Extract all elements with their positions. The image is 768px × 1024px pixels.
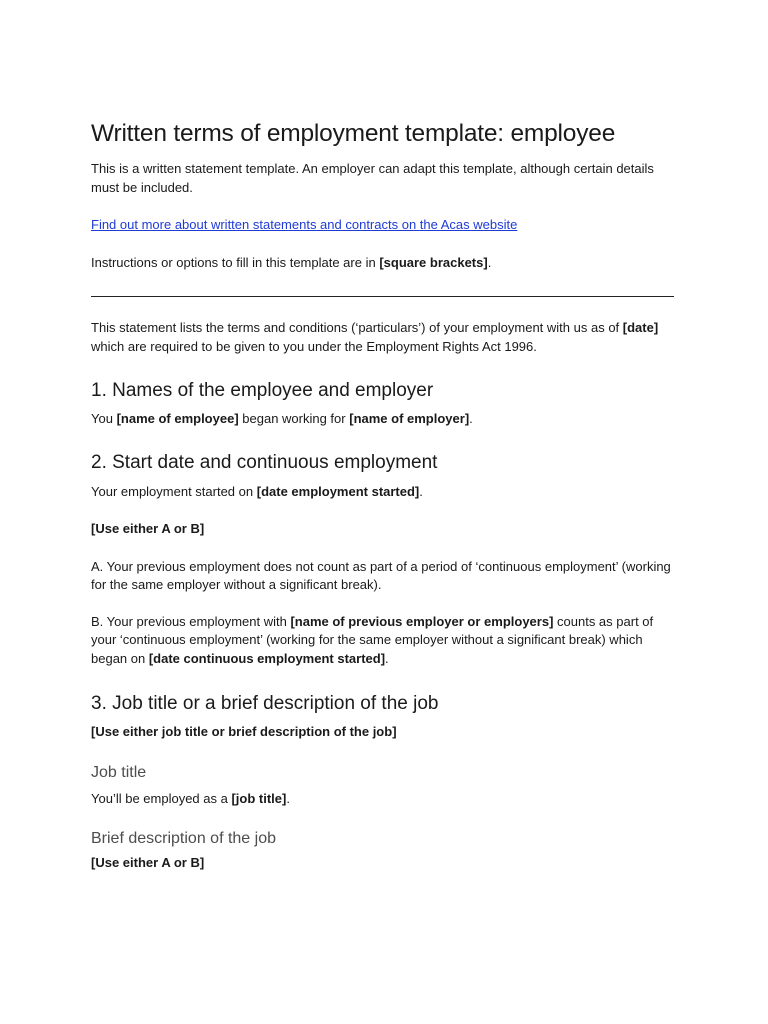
section2-choice <box>91 520 681 539</box>
brief-description-heading: Brief description of the job <box>91 830 276 847</box>
section1-text-3: . <box>469 411 473 426</box>
section1-heading: 1. Names of the employee and employer <box>91 380 434 401</box>
statement-text-end: which are required to be given to you under the Employment Rights Act 1996. <box>91 338 537 354</box>
job-title-paragraph <box>91 790 681 809</box>
employee-name-placeholder: [name of employee] <box>116 411 239 426</box>
continuous-date-placeholder: [date continuous employment started] <box>148 650 386 666</box>
start-date-end: . <box>419 483 423 499</box>
instructions-end: . <box>487 254 492 270</box>
acas-website-link[interactable]: Find out more about written statements and contracts on the Acas website <box>91 217 518 232</box>
instructions-paragraph <box>91 254 681 273</box>
option-b-text-3: . <box>385 650 389 666</box>
previous-employer-placeholder: [name of previous employer or employers] <box>290 613 554 629</box>
brief-choice-text: [Use either A or B] <box>91 855 205 870</box>
job-title-text: You’ll be employed as a <box>91 790 232 806</box>
instructions-bold: [square brackets] <box>379 254 488 270</box>
employer-name-placeholder: [name of employer] <box>349 411 470 426</box>
job-title-end: . <box>286 790 290 806</box>
section3-heading: 3. Job title or a brief description of the job <box>91 693 439 714</box>
start-date-placeholder: [date employment started] <box>256 483 420 499</box>
intro-paragraph: This is a written statement template. An employer can adapt this template, although certain details must be included. <box>91 161 654 195</box>
section3-choice-text: [Use either job title or brief description of the job] <box>91 724 397 739</box>
section1-text-2: began working for <box>238 411 350 426</box>
document-page <box>91 118 681 873</box>
section2-option-a: A. Your previous employment does not count as part of a period of ‘continuous employment’ (working for the same employer without a significant break). <box>91 558 671 592</box>
job-title-heading: Job title <box>91 763 147 781</box>
section2-start-paragraph <box>91 483 681 502</box>
acas-link-paragraph <box>91 216 681 235</box>
section1-text-1: You <box>91 411 117 426</box>
section1-paragraph <box>91 410 681 429</box>
option-b-text-2: counts as part of your ‘continuous employment’ (working for the same employer without a significant break) which began on <box>91 613 654 666</box>
option-b-text-1: B. Your previous employment with <box>91 613 291 629</box>
statement-date-placeholder: [date] <box>622 320 659 335</box>
divider-line <box>91 296 674 297</box>
section2-choice-text: [Use either A or B] <box>91 521 205 536</box>
section2-option-b <box>91 613 681 669</box>
section3-choice <box>91 723 681 742</box>
document-title: Written terms of employment template: employee <box>91 120 616 147</box>
instructions-text: Instructions or options to fill in this template are in <box>91 254 380 270</box>
statement-paragraph <box>91 319 681 356</box>
statement-text: This statement lists the terms and conditions (‘particulars’) of your employment with us as of <box>91 320 623 335</box>
start-date-text: Your employment started on <box>91 483 257 499</box>
section2-heading: 2. Start date and continuous employment <box>91 451 438 473</box>
job-title-placeholder: [job title] <box>231 790 287 806</box>
brief-description-choice <box>91 854 681 873</box>
